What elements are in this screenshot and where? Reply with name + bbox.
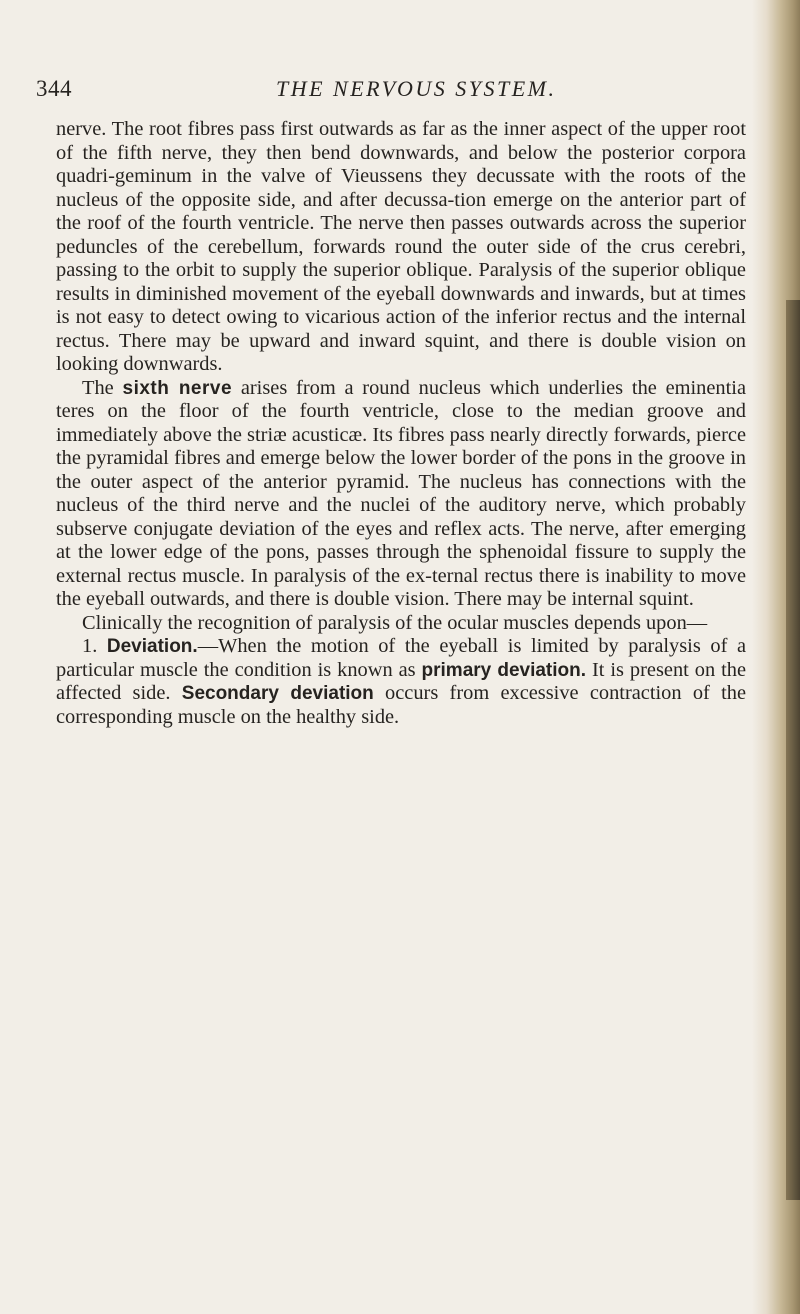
paragraph-fourth-nerve: nerve. The root fibres pass first outwards as far as the inner aspect of the upper root of the fifth nerve, they then bend downwards, and below the posterior corpora quadri-geminum in the valve of Vieussens they decussate with the roots of the nucleus of the opposite side, and after decussa-tion emerge on the anterior part of the roof of the fourth ventricle. The nerve then passes outwards across the superior peduncles of the cerebellum, forwards round the outer side of the crus cerebri, passing to the orbit to supply the superior oblique. Paralysis of the superior oblique results in diminished movement of the eyeball downwards and inwards, but at times is not easy to detect owing to vicarious action of the inferior rectus and the internal rectus. There may be upward and inward squint, and there is double vision on looking downwards. [56, 118, 746, 375]
binding-shadow [786, 300, 800, 1200]
paragraph-clinical: Clinically the recognition of paralysis of the ocular muscles depends upon— [82, 611, 708, 634]
page-header [36, 76, 736, 106]
text-run: The [82, 376, 123, 399]
term-primary-deviation: primary deviation. [421, 659, 587, 681]
term-deviation: Deviation. [106, 636, 198, 657]
term-sixth-nerve: sixth nerve [122, 377, 233, 399]
body-text [56, 118, 746, 729]
text-run: arises from a round nucleus which underlies the eminentia teres on the floor of the fourth ventricle, close to the median groove and immediately above the striæ acusticæ. Its fibres pass nearly directly forwards, pierce the pyramidal fibres and emerge below the lower border of the pons in the groove in the outer aspect of the anterior pyramid. The nucleus has connections with the nucleus of the third nerve and the nuclei of the auditory nerve, which probably subserve conjugate deviation of the eyes and reflex acts. The nerve, after emerging at the lower edge of the pons, passes through the sphenoidal fissure to supply the external rectus muscle. In paralysis of the ex-ternal rectus there is inability to move the eyeball outwards, and there is double vision. There may be internal squint. [56, 376, 747, 610]
text-run: —When the motion of the eyeball is limited by paralysis of a particular muscle the condition is known as [56, 635, 747, 681]
running-title: THE NERVOUS SYSTEM. [276, 76, 557, 101]
text-run: It is present on the affected side. [56, 658, 746, 704]
text-run: occurs from excessive contraction of the corresponding muscle on the healthy side. [56, 682, 746, 728]
paragraph-deviation [56, 635, 746, 729]
page-number: 344 [36, 76, 72, 101]
term-secondary-deviation: Secondary deviation [181, 683, 374, 704]
paragraph-sixth-nerve [56, 377, 746, 612]
list-number: 1. [82, 635, 107, 657]
